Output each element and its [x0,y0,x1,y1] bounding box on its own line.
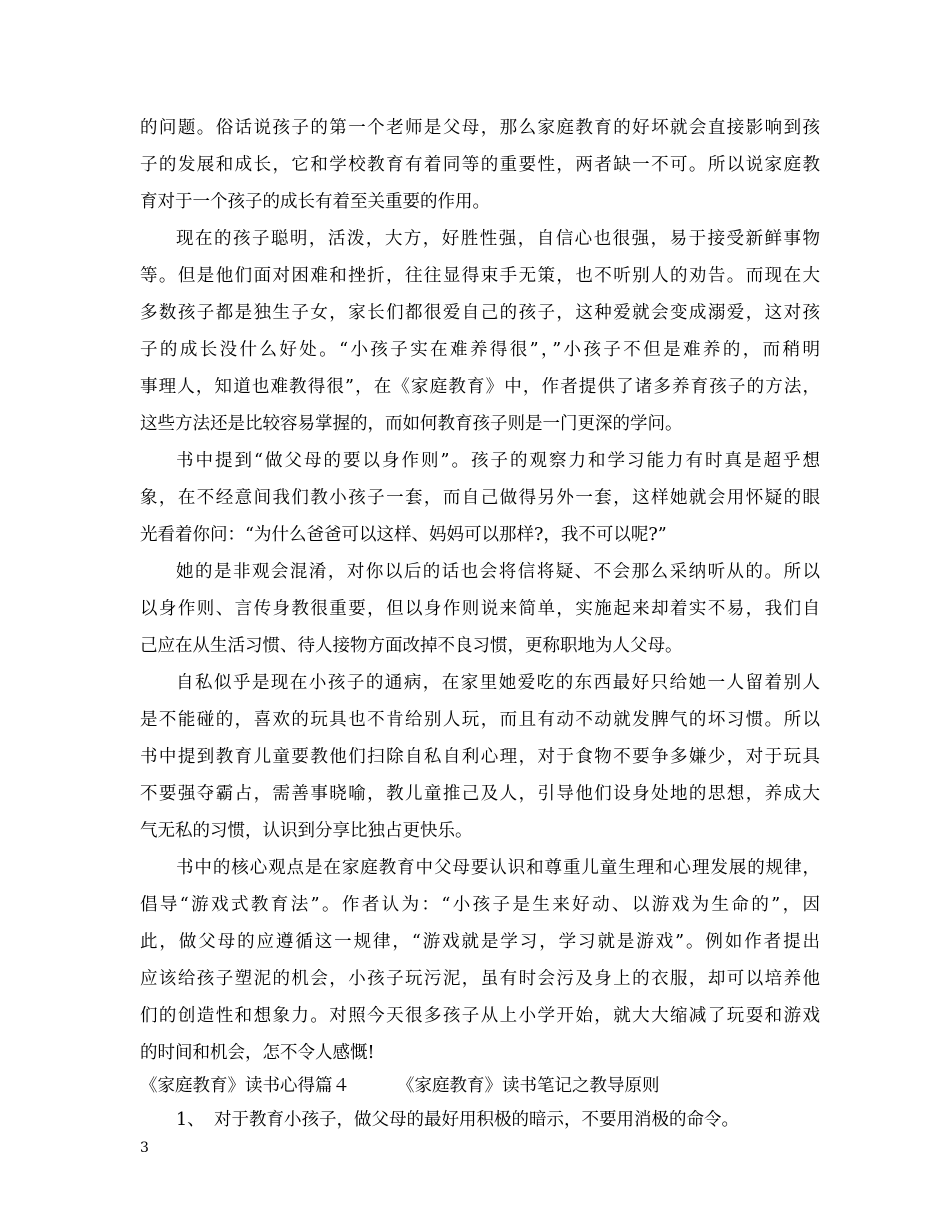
paragraph-line: 她的是非观会混淆，对你以后的话也会将信将疑、不会那么采纳听从的。所以 [176,562,820,582]
list-item-text: 对于教育小孩子，做父母的最好用积极的暗示，不要用消极的命令。 [214,1110,739,1130]
paragraph-line: 子的发展和成长，它和学校教育有着同等的重要性，两者缺一不可。所以说家庭教 [140,155,820,175]
paragraph-line: 应该给孩子塑泥的机会，小孩子玩污泥，虽有时会污及身上的衣服，却可以培养他 [140,969,820,989]
paragraph-line: 此，做父母的应遵循这一规律，“游戏就是学习，学习就是游戏”。例如作者提出 [140,932,820,952]
paragraph-line: 育对于一个孩子的成长有着至关重要的作用。 [140,192,490,212]
paragraph-line: 多数孩子都是独生子女，家长们都很爱自己的孩子，这种爱就会变成溺爱，这对孩 [140,303,820,323]
paragraph-line: 气无私的习惯，认识到分享比独占更快乐。 [140,821,473,841]
paragraph-line: 事理人，知道也难教得很”，在《家庭教育》中，作者提供了诸多养育孩子的方法， [140,377,820,397]
paragraph-line: 子的成长没什么好处。“小孩子实在难养得很”，”小孩子不但是难养的，而稍明 [140,340,820,360]
paragraph-line: 己应在从生活习惯、待人接物方面改掉不良习惯，更称职地为人父母。 [140,636,683,656]
heading-part-1: 《家庭教育》读书心得篇４ [140,1076,350,1096]
paragraph-line: 不要强夺霸占，需善事晓喻，教儿童推己及人，引导他们设身处地的思想，养成大 [140,784,820,804]
list-item-number: 1、 [176,1110,205,1130]
paragraph-line: 书中的核心观点是在家庭教育中父母要认识和尊重儿童生理和心理发展的规律， [176,858,820,878]
paragraph-line: 以身作则、言传身教很重要，但以身作则说来简单，实施起来却着实不易，我们自 [140,599,820,619]
paragraph-line: 现在的孩子聪明，活泼，大方，好胜性强，自信心也很强，易于接受新鲜事物 [176,229,820,249]
paragraph-line: 的问题。俗话说孩子的第一个老师是父母，那么家庭教育的好坏就会直接影响到孩 [140,118,820,138]
section-heading [140,1071,820,1101]
paragraph-line: 自私似乎是现在小孩子的通病，在家里她爱吃的东西最好只给她一人留着别人 [176,673,820,693]
paragraph-line: 的时间和机会，怎不令人感慨! [140,1043,375,1063]
paragraph-line: 等。但是他们面对困难和挫折，往往显得束手无策，也不听别人的劝告。而现在大 [140,266,820,286]
paragraph-line: 光看着你问：“为什么爸爸可以这样、妈妈可以那样?，我不可以呢?” [140,525,667,545]
page-number: 3 [140,1140,149,1156]
paragraph-line: 书中提到教育儿童要教他们扫除自私自利心理，对于食物不要争多嫌少，对于玩具 [140,747,820,767]
heading-part-2: 《家庭教育》读书笔记之教导原则 [397,1076,660,1096]
paragraph-line: 象，在不经意间我们教小孩子一套，而自己做得另外一套，这样她就会用怀疑的眼 [140,488,820,508]
paragraph-line: 这些方法还是比较容易掌握的，而如何教育孩子则是一门更深的学问。 [140,414,683,434]
list-item [140,1105,820,1135]
paragraph-line: 书中提到“做父母的要以身作则”。孩子的观察力和学习能力有时真是超乎想 [176,451,820,471]
paragraph-line: 倡导“游戏式教育法”。作者认为：“小孩子是生来好动、以游戏为生命的”，因 [140,895,820,915]
paragraph-line: 是不能碰的，喜欢的玩具也不肯给别人玩，而且有动不动就发脾气的坏习惯。所以 [140,710,820,730]
paragraph-line: 们的创造性和想象力。对照今天很多孩子从上小学开始，就大大缩减了玩耍和游戏 [140,1006,820,1026]
